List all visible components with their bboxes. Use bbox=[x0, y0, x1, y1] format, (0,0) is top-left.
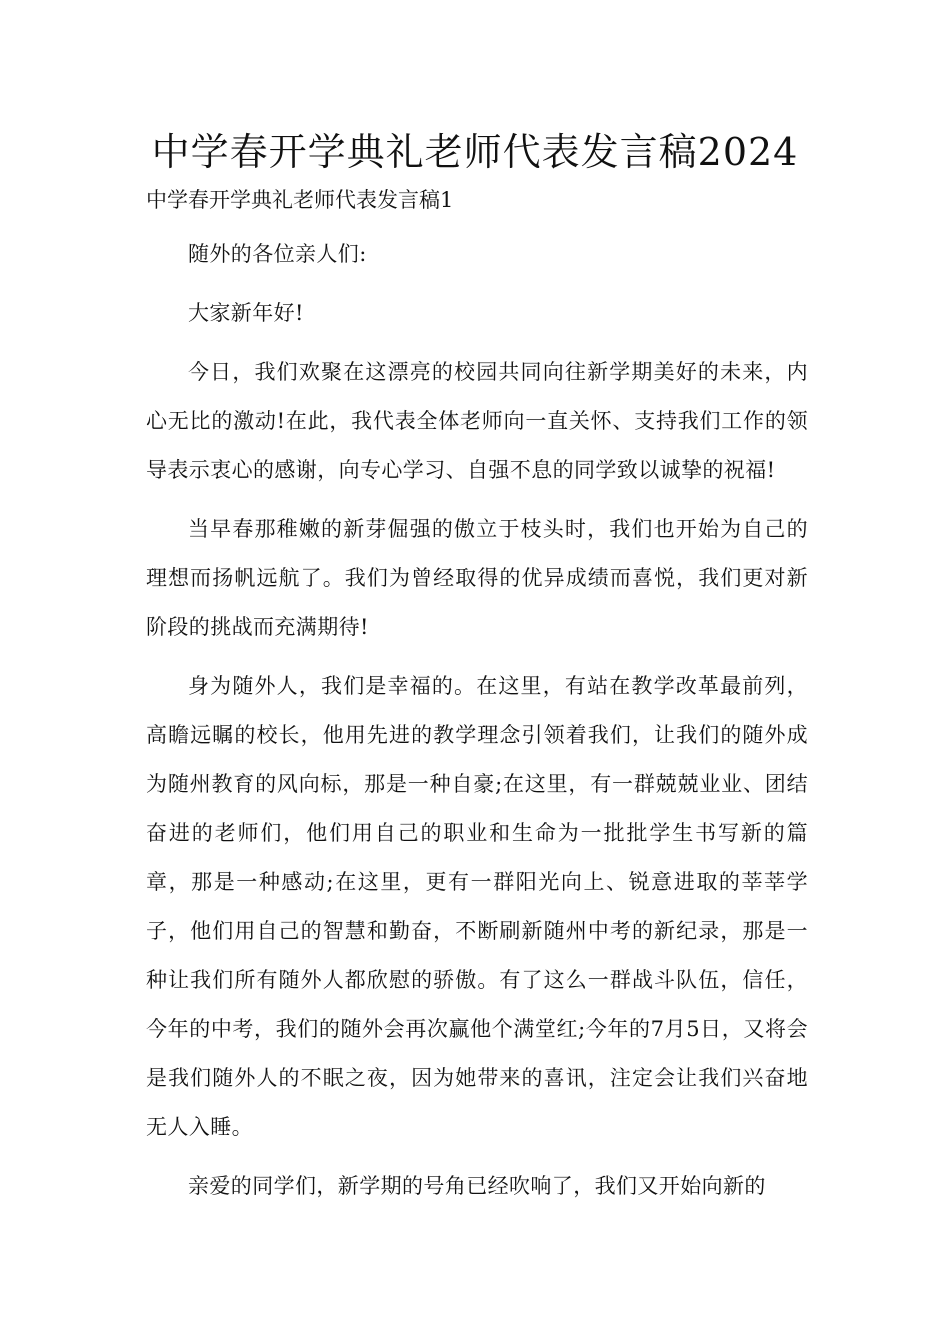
closing-paragraph: 亲爱的同学们，新学期的号角已经吹响了，我们又开始向新的 bbox=[188, 1174, 766, 1198]
document-subtitle: 中学春开学典礼老师代表发言稿1 bbox=[146, 188, 454, 212]
school-pride-paragraph: 身为随外人，我们是幸福的。在这里，有站在教学改革最前列，高瞻远瞩的校长，他用先进的教学理念引领着我们，让我们的随外成为随州教育的风向标，那是一种自豪;在这里，有一群兢兢业业、团结奋进的老师们，他们用自己的职业和生命为一批批学生书写新的篇章，那是一种感动;在这里，更有一群阳光向上、锐意进取的莘莘学子，他们用自己的智慧和勤奋，不断刷新随州中考的新纪录，那是一种让我们所有随外人都欣慰的骄傲。有了这么一群战斗队伍，信任，今年的中考，我们的随外会再次赢他个满堂红;今年的7月5日，又将会是我们随外人的不眠之夜，因为她带来的喜讯，注定会让我们兴奋地无人入睡。 bbox=[146, 674, 808, 1139]
spring-paragraph: 当早春那稚嫩的新芽倔强的傲立于枝头时，我们也开始为自己的理想而扬帆远航了。我们为曾经取得的优异成绩而喜悦，我们更对新阶段的挑战而充满期待! bbox=[146, 517, 808, 639]
document-title: 中学春开学典礼老师代表发言稿2024 bbox=[151, 130, 799, 174]
new-year-greeting-paragraph: 大家新年好! bbox=[188, 301, 304, 325]
document-body bbox=[146, 230, 808, 1221]
greeting-paragraph: 随外的各位亲人们: bbox=[188, 242, 367, 266]
welcome-paragraph: 今日，我们欢聚在这漂亮的校园共同向往新学期美好的未来，内心无比的激动!在此，我代表全体老师向一直关怀、支持我们工作的领导表示衷心的感谢，向专心学习、自强不息的同学致以诚挚的祝福! bbox=[146, 360, 808, 482]
